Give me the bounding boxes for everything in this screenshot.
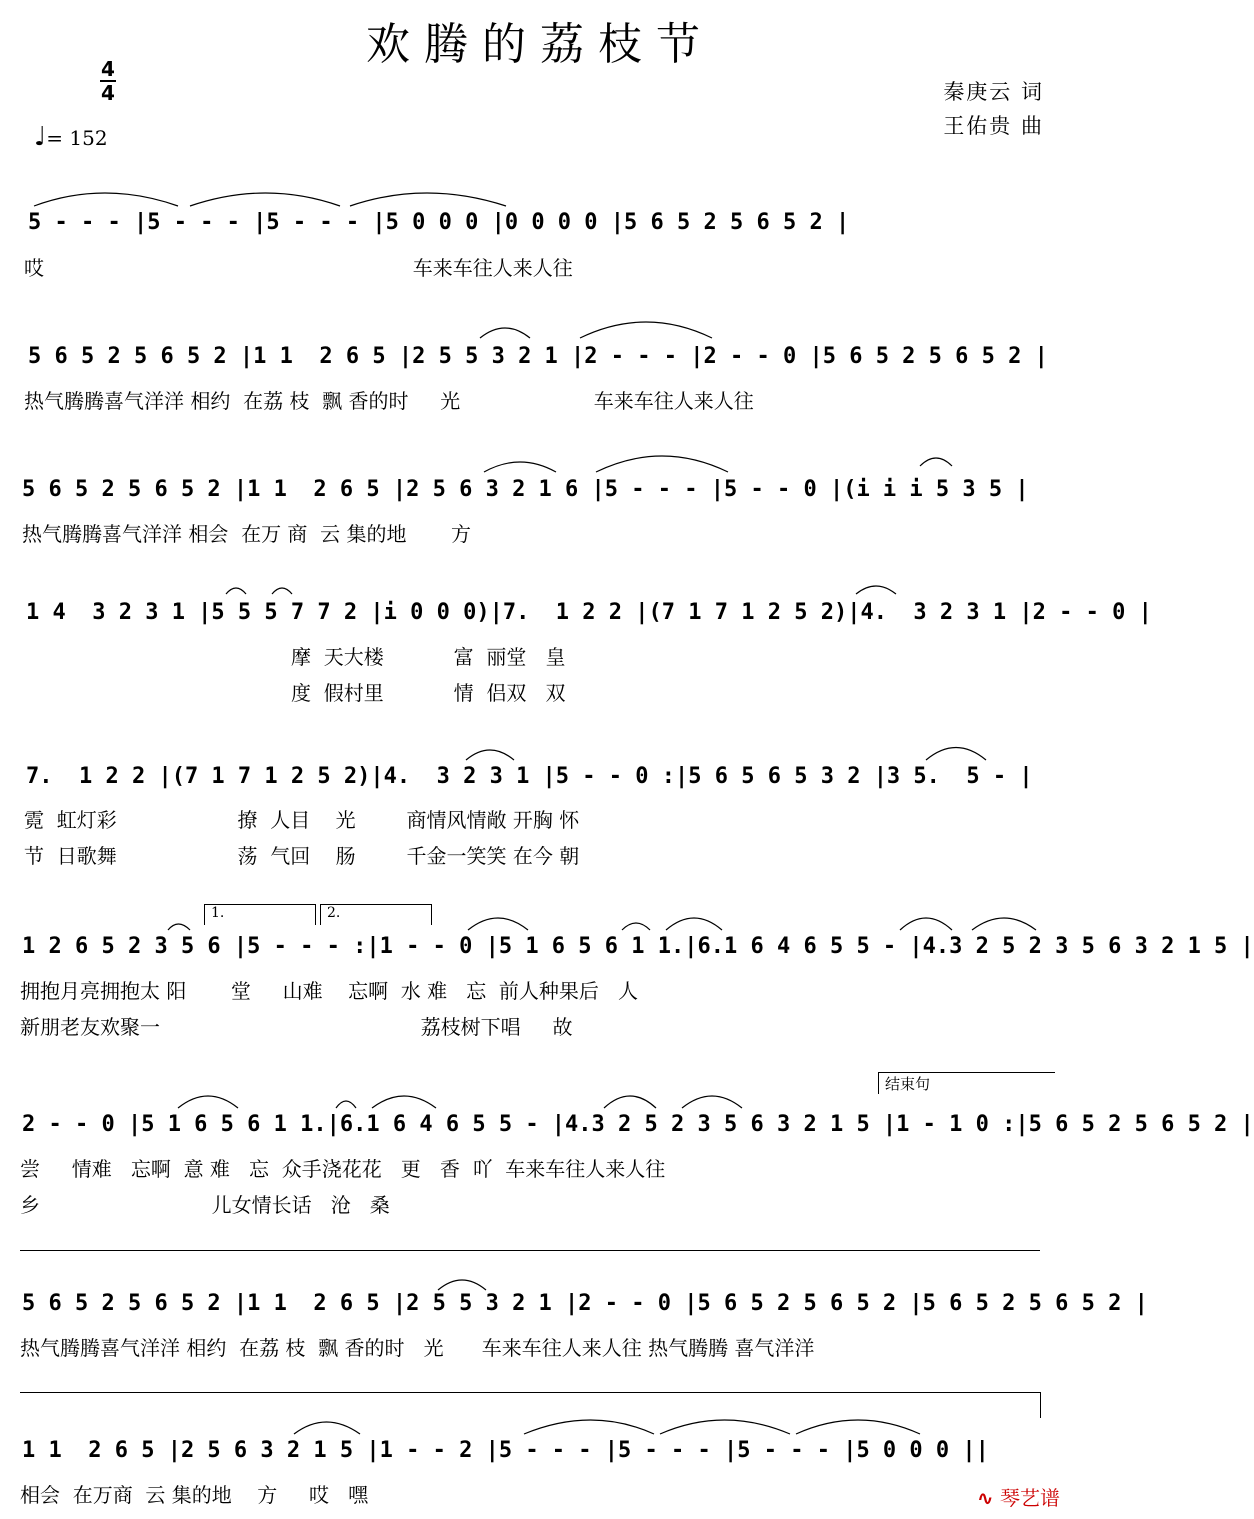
slur-q	[372, 1096, 436, 1108]
slur-r	[604, 1096, 656, 1108]
tie-2	[190, 193, 340, 206]
tie-5	[596, 456, 728, 472]
lyrics-line-5a: 霓 虹灯彩 撩 人目 光 商情风情敞 开胸 怀	[24, 808, 580, 832]
slur-h	[926, 748, 986, 761]
time-signature-bottom: 4	[101, 81, 115, 105]
slur-c	[920, 458, 952, 466]
slur-t	[438, 1280, 486, 1290]
slur-o	[178, 1096, 238, 1108]
slur-k	[622, 923, 650, 930]
lyrics-line-7a: 尝 情难 忘啊 意 难 忘 众手浇花花 更 香 吖 车来车往人来人往	[20, 1157, 666, 1181]
slur-b	[484, 462, 556, 472]
tempo-value: = 152	[46, 126, 108, 150]
notes-line-6: 1 2 6 5 2 3 5 6 |5 - - - :|1 - - 0 |5 1 6 5 6 1 1.|6.1 6 4 6 5 5 - |4.3 2 5 2 3 5 6 3 2 1 5 |	[22, 934, 1254, 959]
tie-8	[796, 1420, 920, 1434]
slur-m	[900, 918, 952, 930]
watermark-logo: ∿ 琴艺谱	[976, 1486, 1060, 1510]
tie-4	[580, 322, 712, 338]
slur-a	[480, 328, 530, 338]
time-signature-top: 4	[101, 57, 115, 81]
slur-i	[168, 924, 190, 930]
slur-s	[682, 1096, 742, 1108]
quarter-note-icon: ♩	[34, 122, 47, 152]
composer-credit: 王佑贵 曲	[943, 114, 1044, 138]
lyrics-line-5b: 节 日歌舞 荡 气回 肠 千金一笑笑 在今 朝	[24, 844, 580, 868]
slur-f	[856, 586, 896, 594]
notes-line-3: 5 6 5 2 5 6 5 2 |1 1 2 6 5 |2 5 6 3 2 1 6 |5 - - - |5 - - 0 |(i i i 5 3 5 |	[22, 477, 1029, 502]
slur-u	[294, 1422, 360, 1434]
song-title: 欢腾的荔枝节	[366, 19, 714, 70]
slur-g	[466, 750, 514, 760]
slur-l	[666, 918, 722, 930]
lyrics-line-6a: 拥抱月亮拥抱太 阳 堂 山难 忘啊 水 难 忘 前人种果后 人	[20, 979, 639, 1003]
slur-n	[972, 918, 1036, 930]
lyrics-line-1: 哎 车来车往人来人往	[24, 256, 573, 280]
lyrics-line-2: 热气腾腾喜气洋洋 相约 在荔 枝 飘 香的时 光 车来车往人来人往	[24, 389, 754, 413]
notes-line-1: 5 - - - |5 - - - |5 - - - |5 0 0 0 |0 0 0 0 |5 6 5 2 5 6 5 2 |	[28, 210, 850, 235]
lyrics-line-4b: 度 假村里 情 侣双 双	[24, 681, 566, 705]
slur-j	[468, 918, 528, 930]
volta-2: 2.	[320, 904, 432, 925]
notes-line-5: 7. 1 2 2 |(7 1 7 1 2 5 2)|4. 3 2 3 1 |5 - - 0 :|5 6 5 6 5 3 2 |3 5. 5 - |	[26, 764, 1033, 789]
lyrics-line-9: 相会 在万商 云 集的地 方 哎 嘿	[20, 1483, 369, 1507]
lyrics-line-4a: 摩 天大楼 富 丽堂 皇	[24, 645, 566, 669]
tie-7	[660, 1420, 790, 1434]
slur-d	[226, 588, 246, 594]
slur-p	[336, 1101, 356, 1108]
volta-1: 1.	[204, 904, 316, 925]
watermark-icon: ∿	[976, 1486, 994, 1510]
notes-line-2: 5 6 5 2 5 6 5 2 |1 1 2 6 5 |2 5 5 3 2 1 |2 - - - |2 - - 0 |5 6 5 2 5 6 5 2 |	[28, 344, 1048, 369]
notes-line-8: 5 6 5 2 5 6 5 2 |1 1 2 6 5 |2 5 5 3 2 1 |2 - - 0 |5 6 5 2 5 6 5 2 |5 6 5 2 5 6 5 2 |	[22, 1291, 1148, 1316]
notes-line-4: 1 4 3 2 3 1 |5 5 5 7 7 2 |i 0 0 0)|7. 1 2 2 |(7 1 7 1 2 5 2)|4. 3 2 3 1 |2 - - 0 |	[26, 600, 1152, 625]
lyrics-line-6b: 新朋老友欢聚一 荔枝树下唱 故	[20, 1015, 573, 1039]
lyrics-line-7b: 乡 儿女情长话 沧 桑	[20, 1193, 390, 1217]
tie-3	[350, 193, 506, 206]
tie-1	[34, 193, 178, 206]
lyrics-line-8: 热气腾腾喜气洋洋 相约 在荔 枝 飘 香的时 光 车来车往人来人往 热气腾腾 喜气洋洋	[20, 1336, 815, 1360]
lyrics-line-3: 热气腾腾喜气洋洋 相会 在万 商 云 集的地 方	[22, 522, 472, 546]
notes-line-9: 1 1 2 6 5 |2 5 6 3 2 1 5 |1 - - 2 |5 - - - |5 - - - |5 - - - |5 0 0 0 ||	[22, 1438, 989, 1463]
lyricist-credit: 秦庚云 词	[943, 80, 1044, 104]
slur-e	[272, 588, 292, 594]
notes-line-7: 2 - - 0 |5 1 6 5 6 1 1.|6.1 6 4 6 5 5 - |4.3 2 5 2 3 5 6 3 2 1 5 |1 - 1 0 :|5 6 5 2 5 6 5 2 |	[22, 1112, 1254, 1137]
tie-6	[524, 1420, 654, 1434]
ending-label: 结束句	[878, 1072, 1055, 1094]
